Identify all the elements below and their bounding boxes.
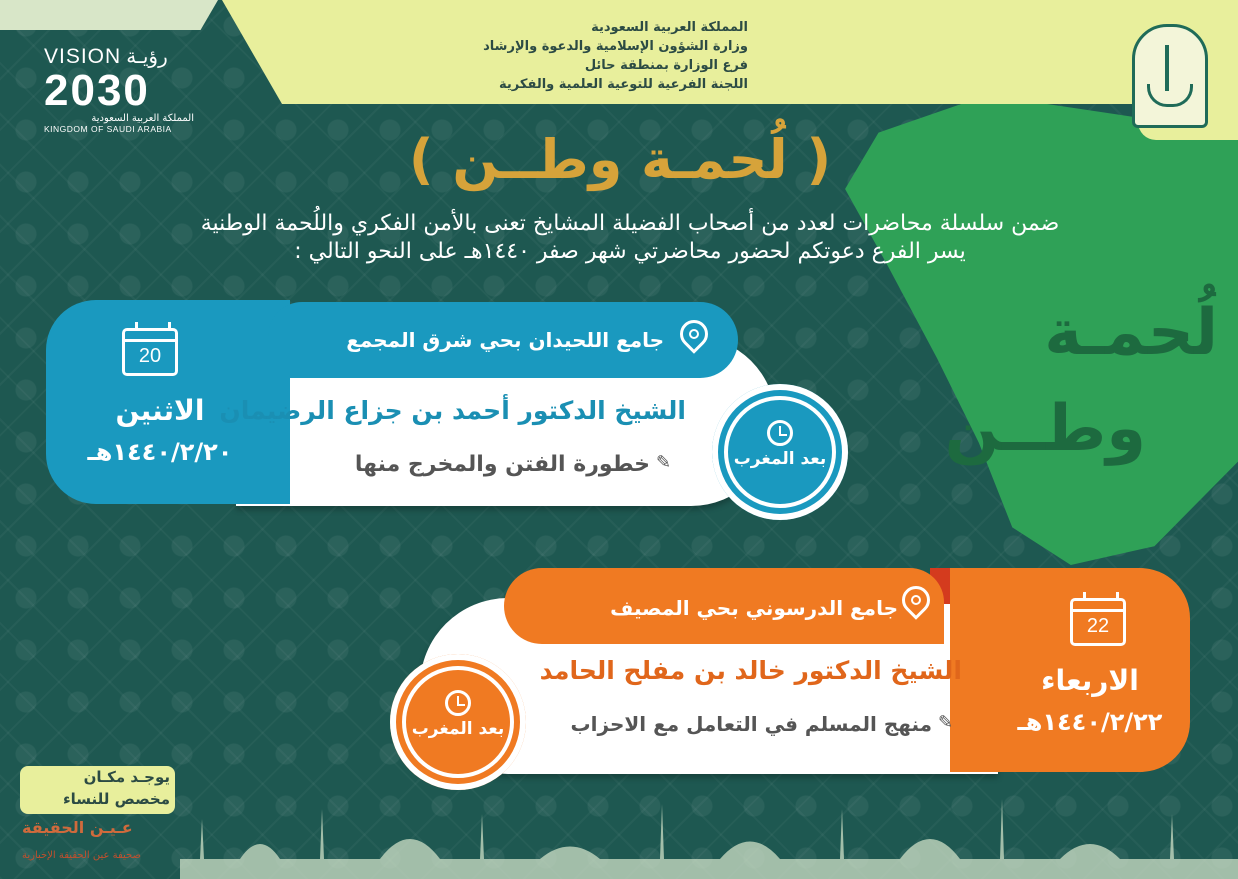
vision-word: VISION [44, 45, 122, 68]
header-line-1: المملكة العربية السعودية [591, 20, 748, 35]
mosque-skyline [180, 789, 1238, 879]
lecture-1-date: ١٤٤٠/٢/٢٠هـ [87, 438, 233, 466]
clock-icon [767, 420, 793, 446]
lecture-1-time: بعد المغرب [733, 449, 827, 469]
lecture-1-speaker: الشيخ الدكتور أحمد بن جزاع الرضيمان [219, 396, 686, 425]
lecture-1-day-num: 20 [138, 345, 162, 367]
header-line-2: وزارة الشؤون الإسلامية والدعوة والإرشاد [483, 39, 748, 54]
lecture-1-time-badge [712, 384, 848, 520]
quran-book-icon [1147, 84, 1193, 107]
intro-line-2: يسر الفرع دعوتكم لحضور محاضرتي شهر صفر ١٤٤٠هـ على النحو التالي : [294, 239, 966, 264]
vision-2030-logo [44, 44, 194, 134]
watermark-name: عـيـن الحقيقة [22, 818, 133, 837]
lecture-1-day: الاثنين [115, 394, 205, 427]
vision-country-en: KINGDOM OF SAUDI ARABIA [44, 124, 172, 134]
women-note: يوجـد مكـان مخصص للنساء [62, 768, 170, 808]
ministry-header [483, 18, 748, 94]
ministry-logo [1132, 24, 1208, 128]
header-line-3: فرع الوزارة بمنطقة حائل [584, 58, 748, 73]
lecture-2-day: الاربعاء [1041, 664, 1139, 697]
vision-word-ar: رؤيـة [126, 44, 168, 68]
top-left-strip [0, 0, 218, 30]
calendar-icon [1070, 598, 1126, 646]
page-title: ( لُحمـة وطــن ) [408, 128, 832, 191]
intro-text [70, 210, 1190, 266]
lecture-2-time-badge [390, 654, 526, 790]
watermark-sub: صحيفة عين الحقيقة الإخبارية [22, 850, 141, 861]
vision-year: 2030 [44, 66, 150, 115]
map-word-1: لُحمـة [1044, 296, 1218, 370]
header-line-4: اللجنة الفرعية للتوعية العلمية والفكرية [499, 77, 748, 92]
map-word-2: وطــن [944, 392, 1146, 466]
lecture-1-topic: خطورة الفتن والمخرج منها [354, 452, 650, 477]
lecture-1-location: جامع اللحيدان بحي شرق المجمع [346, 328, 664, 352]
vision-country-ar: المملكة العربية السعودية [91, 113, 194, 124]
pen-icon: ✎ [938, 712, 954, 733]
clock-icon [445, 690, 471, 716]
lecture-2-day-num: 22 [1086, 615, 1110, 637]
lecture-2-topic: منهج المسلم في التعامل مع الاحزاب [570, 712, 932, 736]
intro-line-1: ضمن سلسلة محاضرات لعدد من أصحاب الفضيلة المشايخ تعنى بالأمن الفكري واللُحمة الوطنية [200, 211, 1060, 236]
lecture-2-date: ١٤٤٠/٢/٢٢هـ [1017, 708, 1163, 736]
lecture-2-speaker: الشيخ الدكتور خالد بن مفلح الحامد [539, 656, 962, 685]
calendar-icon [122, 328, 178, 376]
lecture-2-location: جامع الدرسوني بحي المصيف [610, 596, 898, 620]
pen-icon: ✎ [656, 452, 672, 473]
lecture-2-time: بعد المغرب [411, 719, 505, 739]
